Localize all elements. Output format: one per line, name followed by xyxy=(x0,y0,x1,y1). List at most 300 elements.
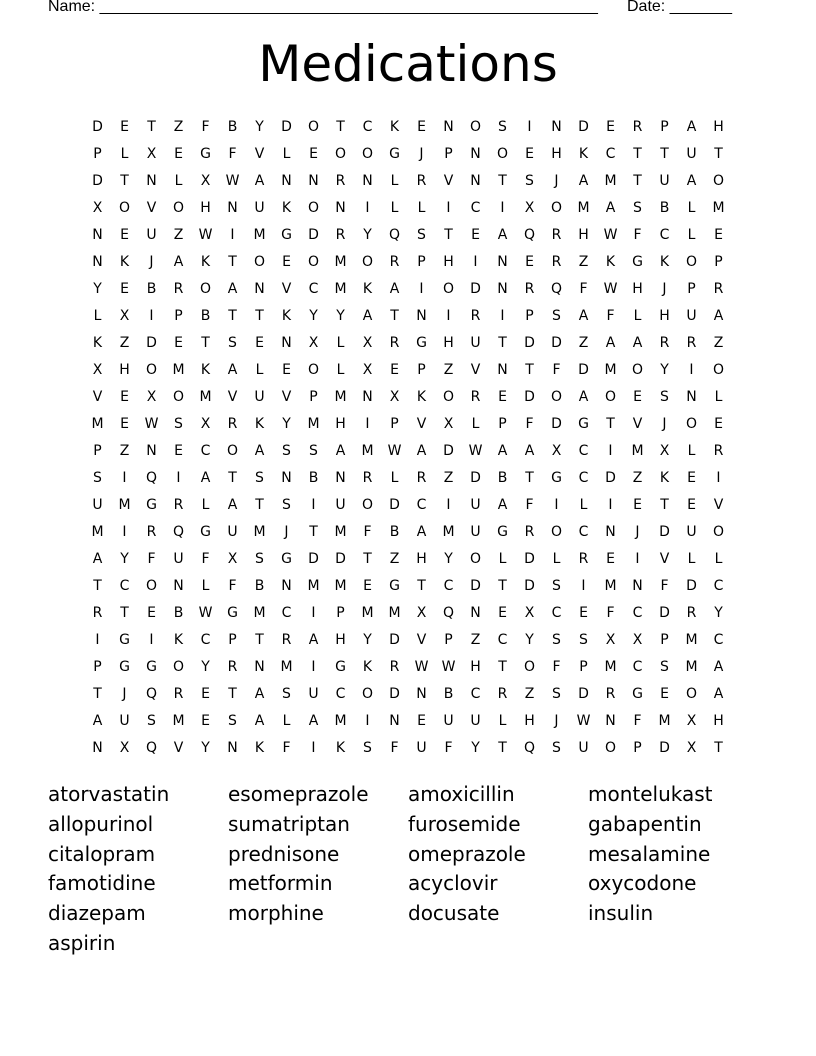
grid-cell: O xyxy=(631,361,644,378)
grid-cell: E xyxy=(201,685,210,702)
grid-cell: F xyxy=(147,550,156,567)
word-list-item: diazepam xyxy=(48,901,146,926)
grid-cell: N xyxy=(416,307,427,324)
grid-cell: D xyxy=(92,172,103,189)
grid-cell: I xyxy=(122,469,127,486)
grid-cell: F xyxy=(228,577,237,594)
grid-cell: Y xyxy=(363,631,372,648)
grid-cell: L xyxy=(579,496,588,513)
word-list-item: docusate xyxy=(408,901,500,926)
grid-row xyxy=(84,356,732,383)
grid-cell: D xyxy=(686,577,697,594)
grid-cell: M xyxy=(91,415,104,432)
grid-cell: F xyxy=(660,577,669,594)
grid-cell: L xyxy=(282,145,291,162)
grid-cell: E xyxy=(606,550,615,567)
grid-cell: O xyxy=(496,145,509,162)
grid-cell: L xyxy=(255,361,264,378)
grid-cell: D xyxy=(524,334,535,351)
grid-cell: X xyxy=(119,739,130,756)
grid-cell: C xyxy=(713,631,724,648)
grid-cell: Y xyxy=(336,307,345,324)
grid-cell: V xyxy=(146,199,157,216)
grid-cell: V xyxy=(632,415,643,432)
grid-cell: A xyxy=(416,442,427,459)
grid-cell: L xyxy=(93,307,102,324)
grid-row xyxy=(84,221,732,248)
grid-cell: F xyxy=(201,118,210,135)
grid-cell: C xyxy=(335,685,346,702)
grid-cell: K xyxy=(200,253,211,270)
grid-cell: T xyxy=(228,253,237,270)
grid-cell: L xyxy=(714,550,723,567)
grid-cell: S xyxy=(174,415,183,432)
grid-cell: U xyxy=(686,145,697,162)
grid-cell: T xyxy=(363,550,372,567)
grid-cell: M xyxy=(685,658,698,675)
word-list-item: sumatriptan xyxy=(228,811,350,836)
word-list-item: citalopram xyxy=(48,841,156,866)
word-list-item: amoxicillin xyxy=(408,782,515,806)
grid-cell: R xyxy=(227,415,238,432)
grid-cell: J xyxy=(419,145,424,162)
grid-cell: Y xyxy=(444,550,453,567)
grid-cell: X xyxy=(389,388,400,405)
grid-cell: G xyxy=(146,496,157,513)
grid-cell: Z xyxy=(173,118,184,135)
grid-cell: X xyxy=(416,604,427,621)
grid-cell: Y xyxy=(471,739,480,756)
grid-cell: O xyxy=(361,145,374,162)
grid-cell: P xyxy=(687,280,696,297)
grid-cell: A xyxy=(605,199,616,216)
grid-cell: I xyxy=(608,496,613,513)
grid-cell: X xyxy=(524,199,535,216)
grid-cell: A xyxy=(92,712,103,729)
grid-cell: V xyxy=(659,550,670,567)
grid-cell: H xyxy=(470,658,481,675)
grid-cell: L xyxy=(633,307,642,324)
grid-cell: L xyxy=(336,361,345,378)
grid-cell: O xyxy=(118,199,131,216)
grid-cell: N xyxy=(362,388,373,405)
grid-cell: C xyxy=(605,145,616,162)
grid-cell: E xyxy=(687,469,696,486)
grid-cell: N xyxy=(92,226,103,243)
grid-cell: A xyxy=(713,658,724,675)
grid-cell: V xyxy=(254,145,265,162)
grid-cell: A xyxy=(227,496,238,513)
word-list-item: mesalamine xyxy=(588,841,711,866)
grid-cell: L xyxy=(120,145,129,162)
word-list-item: gabapentin xyxy=(588,811,702,836)
grid-cell: D xyxy=(578,118,589,135)
grid-cell: C xyxy=(470,199,481,216)
grid-cell: O xyxy=(172,199,185,216)
grid-cell: A xyxy=(497,226,508,243)
grid-cell: V xyxy=(470,361,481,378)
grid-cell: A xyxy=(578,388,589,405)
grid-cell: V xyxy=(443,172,454,189)
grid-cell: U xyxy=(470,496,481,513)
grid-cell: L xyxy=(390,199,399,216)
grid-cell: A xyxy=(605,334,616,351)
grid-cell: M xyxy=(172,712,185,729)
grid-cell: U xyxy=(470,712,481,729)
grid-cell: H xyxy=(200,199,211,216)
grid-cell: E xyxy=(525,145,534,162)
grid-cell: R xyxy=(173,496,184,513)
grid-cell: Q xyxy=(523,226,536,243)
grid-cell: S xyxy=(552,577,561,594)
grid-cell: U xyxy=(308,685,319,702)
grid-cell: O xyxy=(361,496,374,513)
grid-cell: F xyxy=(633,226,642,243)
grid-row xyxy=(84,329,732,356)
grid-cell: O xyxy=(361,253,374,270)
grid-cell: E xyxy=(282,361,291,378)
grid-cell: F xyxy=(525,415,534,432)
grid-cell: F xyxy=(633,712,642,729)
grid-cell: D xyxy=(659,604,670,621)
grid-cell: A xyxy=(308,631,319,648)
grid-cell: D xyxy=(551,334,562,351)
grid-cell: F xyxy=(579,280,588,297)
grid-cell: E xyxy=(417,712,426,729)
grid-cell: A xyxy=(389,280,400,297)
grid-cell: E xyxy=(471,226,480,243)
grid-cell: R xyxy=(524,280,535,297)
grid-cell: N xyxy=(281,172,292,189)
grid-cell: D xyxy=(659,523,670,540)
grid-cell: E xyxy=(120,226,129,243)
grid-row xyxy=(84,383,732,410)
grid-cell: M xyxy=(253,523,266,540)
grid-cell: Q xyxy=(523,739,536,756)
grid-cell: S xyxy=(282,442,291,459)
grid-cell: U xyxy=(119,712,130,729)
grid-cell: T xyxy=(228,307,237,324)
grid-cell: L xyxy=(687,199,696,216)
grid-cell: E xyxy=(660,685,669,702)
grid-cell: N xyxy=(173,577,184,594)
grid-cell: O xyxy=(172,658,185,675)
grid-cell: N xyxy=(335,199,346,216)
grid-cell: Z xyxy=(119,442,130,459)
grid-cell: N xyxy=(92,739,103,756)
grid-cell: O xyxy=(172,388,185,405)
grid-cell: A xyxy=(713,307,724,324)
grid-cell: S xyxy=(363,739,372,756)
grid-cell: L xyxy=(714,388,723,405)
grid-cell: R xyxy=(389,658,400,675)
grid-cell: M xyxy=(334,523,347,540)
grid-cell: E xyxy=(282,253,291,270)
grid-cell: E xyxy=(498,388,507,405)
grid-cell: I xyxy=(446,496,451,513)
grid-cell: N xyxy=(146,172,157,189)
grid-cell: B xyxy=(308,469,319,486)
grid-cell: X xyxy=(605,631,616,648)
grid-cell: F xyxy=(282,739,291,756)
word-list-item: furosemide xyxy=(408,811,521,836)
grid-cell: N xyxy=(281,334,292,351)
grid-cell: T xyxy=(444,226,453,243)
grid-cell: E xyxy=(174,334,183,351)
grid-cell: E xyxy=(687,496,696,513)
grid-cell: P xyxy=(336,604,345,621)
grid-cell: P xyxy=(93,442,102,459)
grid-cell: O xyxy=(712,172,725,189)
grid-cell: R xyxy=(335,226,346,243)
grid-cell: O xyxy=(550,199,563,216)
grid-cell: E xyxy=(714,415,723,432)
grid-cell: N xyxy=(362,172,373,189)
grid-cell: G xyxy=(200,523,211,540)
grid-cell: M xyxy=(334,253,347,270)
grid-cell: S xyxy=(282,496,291,513)
grid-cell: M xyxy=(253,226,266,243)
grid-cell: O xyxy=(145,577,158,594)
grid-cell: S xyxy=(498,118,507,135)
grid-cell: A xyxy=(578,307,589,324)
grid-cell: L xyxy=(687,442,696,459)
grid-cell: K xyxy=(92,334,103,351)
grid-cell: S xyxy=(417,226,426,243)
grid-cell: I xyxy=(473,253,478,270)
grid-cell: H xyxy=(443,253,454,270)
grid-row xyxy=(84,734,732,761)
grid-cell: F xyxy=(606,307,615,324)
grid-cell: S xyxy=(552,307,561,324)
grid-cell: S xyxy=(255,469,264,486)
grid-cell: K xyxy=(578,145,589,162)
grid-cell: L xyxy=(201,577,210,594)
grid-cell: N xyxy=(308,172,319,189)
grid-cell: N xyxy=(227,199,238,216)
grid-cell: C xyxy=(632,604,643,621)
grid-cell: Y xyxy=(120,550,129,567)
grid-cell: X xyxy=(92,199,103,216)
grid-cell: K xyxy=(281,307,292,324)
grid-cell: A xyxy=(578,172,589,189)
grid-cell: D xyxy=(389,631,400,648)
grid-cell: R xyxy=(335,172,346,189)
grid-cell: I xyxy=(149,307,154,324)
grid-cell: K xyxy=(173,631,184,648)
grid-cell: O xyxy=(604,739,617,756)
grid-cell: X xyxy=(308,334,319,351)
grid-cell: C xyxy=(200,442,211,459)
grid-cell: Z xyxy=(443,361,454,378)
grid-cell: O xyxy=(550,523,563,540)
grid-cell: I xyxy=(311,496,316,513)
grid-cell: S xyxy=(525,172,534,189)
grid-cell: D xyxy=(551,415,562,432)
grid-cell: A xyxy=(227,361,238,378)
grid-cell: I xyxy=(365,415,370,432)
grid-cell: J xyxy=(554,172,559,189)
grid-cell: F xyxy=(363,523,372,540)
word-list-item: aspirin xyxy=(48,930,116,955)
grid-cell: T xyxy=(309,523,318,540)
grid-cell: J xyxy=(662,280,667,297)
grid-cell: S xyxy=(228,712,237,729)
word-list-item: morphine xyxy=(228,901,324,926)
grid-cell: T xyxy=(255,631,264,648)
grid-cell: T xyxy=(498,577,507,594)
grid-cell: P xyxy=(498,415,507,432)
grid-cell: E xyxy=(255,334,264,351)
grid-cell: I xyxy=(176,469,181,486)
grid-cell: J xyxy=(635,523,640,540)
grid-cell: T xyxy=(255,496,264,513)
grid-cell: W xyxy=(225,172,240,189)
grid-cell: M xyxy=(604,172,617,189)
grid-cell: X xyxy=(200,172,211,189)
grid-cell: L xyxy=(498,550,507,567)
grid-cell: R xyxy=(281,631,292,648)
grid-cell: V xyxy=(281,280,292,297)
word-list-item: oxycodone xyxy=(588,871,697,896)
grid-cell: K xyxy=(335,739,346,756)
grid-cell: N xyxy=(146,442,157,459)
grid-cell: R xyxy=(686,604,697,621)
grid-cell: T xyxy=(120,172,129,189)
grid-cell: I xyxy=(122,523,127,540)
grid-cell: C xyxy=(470,685,481,702)
grid-cell: Y xyxy=(282,415,291,432)
grid-cell: E xyxy=(606,118,615,135)
grid-cell: G xyxy=(281,226,292,243)
grid-cell: M xyxy=(685,631,698,648)
grid-cell: J xyxy=(554,712,559,729)
grid-cell: J xyxy=(122,685,127,702)
grid-row xyxy=(84,437,732,464)
grid-cell: U xyxy=(470,523,481,540)
grid-cell: R xyxy=(389,334,400,351)
grid-cell: T xyxy=(93,685,102,702)
grid-cell: E xyxy=(525,253,534,270)
grid-row xyxy=(84,167,732,194)
grid-cell: D xyxy=(308,226,319,243)
grid-cell: Z xyxy=(578,334,589,351)
grid-cell: O xyxy=(199,280,212,297)
grid-cell: N xyxy=(254,280,265,297)
grid-cell: D xyxy=(470,280,481,297)
grid-cell: B xyxy=(173,604,184,621)
letter-grid xyxy=(84,113,732,761)
grid-cell: T xyxy=(417,577,426,594)
grid-cell: X xyxy=(524,604,535,621)
grid-cell: D xyxy=(524,577,535,594)
grid-cell: X xyxy=(119,307,130,324)
grid-cell: X xyxy=(686,712,697,729)
grid-cell: H xyxy=(119,361,130,378)
grid-cell: R xyxy=(659,334,670,351)
grid-cell: A xyxy=(686,118,697,135)
grid-cell: H xyxy=(416,550,427,567)
grid-cell: N xyxy=(632,577,643,594)
grid-cell: H xyxy=(443,334,454,351)
grid-cell: H xyxy=(632,280,643,297)
grid-cell: O xyxy=(685,685,698,702)
grid-cell: E xyxy=(309,145,318,162)
grid-cell: S xyxy=(660,658,669,675)
grid-cell: E xyxy=(120,388,129,405)
grid-cell: T xyxy=(255,307,264,324)
grid-cell: T xyxy=(147,118,156,135)
grid-cell: R xyxy=(713,442,724,459)
grid-cell: W xyxy=(576,712,591,729)
grid-cell: M xyxy=(91,523,104,540)
grid-cell: W xyxy=(144,415,159,432)
grid-cell: M xyxy=(388,604,401,621)
grid-cell: S xyxy=(552,739,561,756)
grid-cell: P xyxy=(417,253,426,270)
grid-cell: V xyxy=(92,388,103,405)
grid-cell: R xyxy=(389,253,400,270)
grid-cell: X xyxy=(146,145,157,162)
grid-cell: J xyxy=(662,415,667,432)
grid-cell: S xyxy=(228,334,237,351)
grid-cell: S xyxy=(660,388,669,405)
grid-cell: U xyxy=(578,739,589,756)
grid-cell: I xyxy=(500,307,505,324)
grid-cell: G xyxy=(497,523,508,540)
grid-cell: Q xyxy=(550,280,563,297)
grid-cell: P xyxy=(633,739,642,756)
grid-cell: I xyxy=(689,361,694,378)
grid-cell: M xyxy=(334,577,347,594)
grid-row xyxy=(84,599,732,626)
word-list-item: insulin xyxy=(588,901,654,926)
grid-cell: D xyxy=(605,469,616,486)
grid-cell: A xyxy=(497,496,508,513)
grid-cell: J xyxy=(149,253,154,270)
grid-cell: T xyxy=(525,361,534,378)
grid-cell: C xyxy=(281,604,292,621)
grid-cell: J xyxy=(284,523,289,540)
grid-cell: H xyxy=(713,118,724,135)
grid-cell: U xyxy=(686,307,697,324)
grid-cell: A xyxy=(686,172,697,189)
grid-cell: O xyxy=(685,415,698,432)
grid-cell: Q xyxy=(388,226,401,243)
grid-cell: T xyxy=(228,685,237,702)
grid-cell: B xyxy=(659,199,670,216)
grid-cell: O xyxy=(307,253,320,270)
grid-cell: D xyxy=(281,118,292,135)
grid-cell: R xyxy=(551,226,562,243)
grid-cell: I xyxy=(230,226,235,243)
word-list-item: montelukast xyxy=(588,782,713,806)
grid-cell: N xyxy=(443,118,454,135)
grid-cell: O xyxy=(334,145,347,162)
grid-cell: G xyxy=(389,577,400,594)
grid-cell: I xyxy=(419,280,424,297)
grid-row xyxy=(84,302,732,329)
grid-cell: B xyxy=(443,685,454,702)
grid-cell: K xyxy=(389,118,400,135)
grid-cell: M xyxy=(604,658,617,675)
grid-cell: C xyxy=(362,118,373,135)
grid-cell: A xyxy=(416,523,427,540)
grid-cell: F xyxy=(228,145,237,162)
grid-row xyxy=(84,113,732,140)
grid-cell: P xyxy=(228,631,237,648)
grid-cell: E xyxy=(363,577,372,594)
